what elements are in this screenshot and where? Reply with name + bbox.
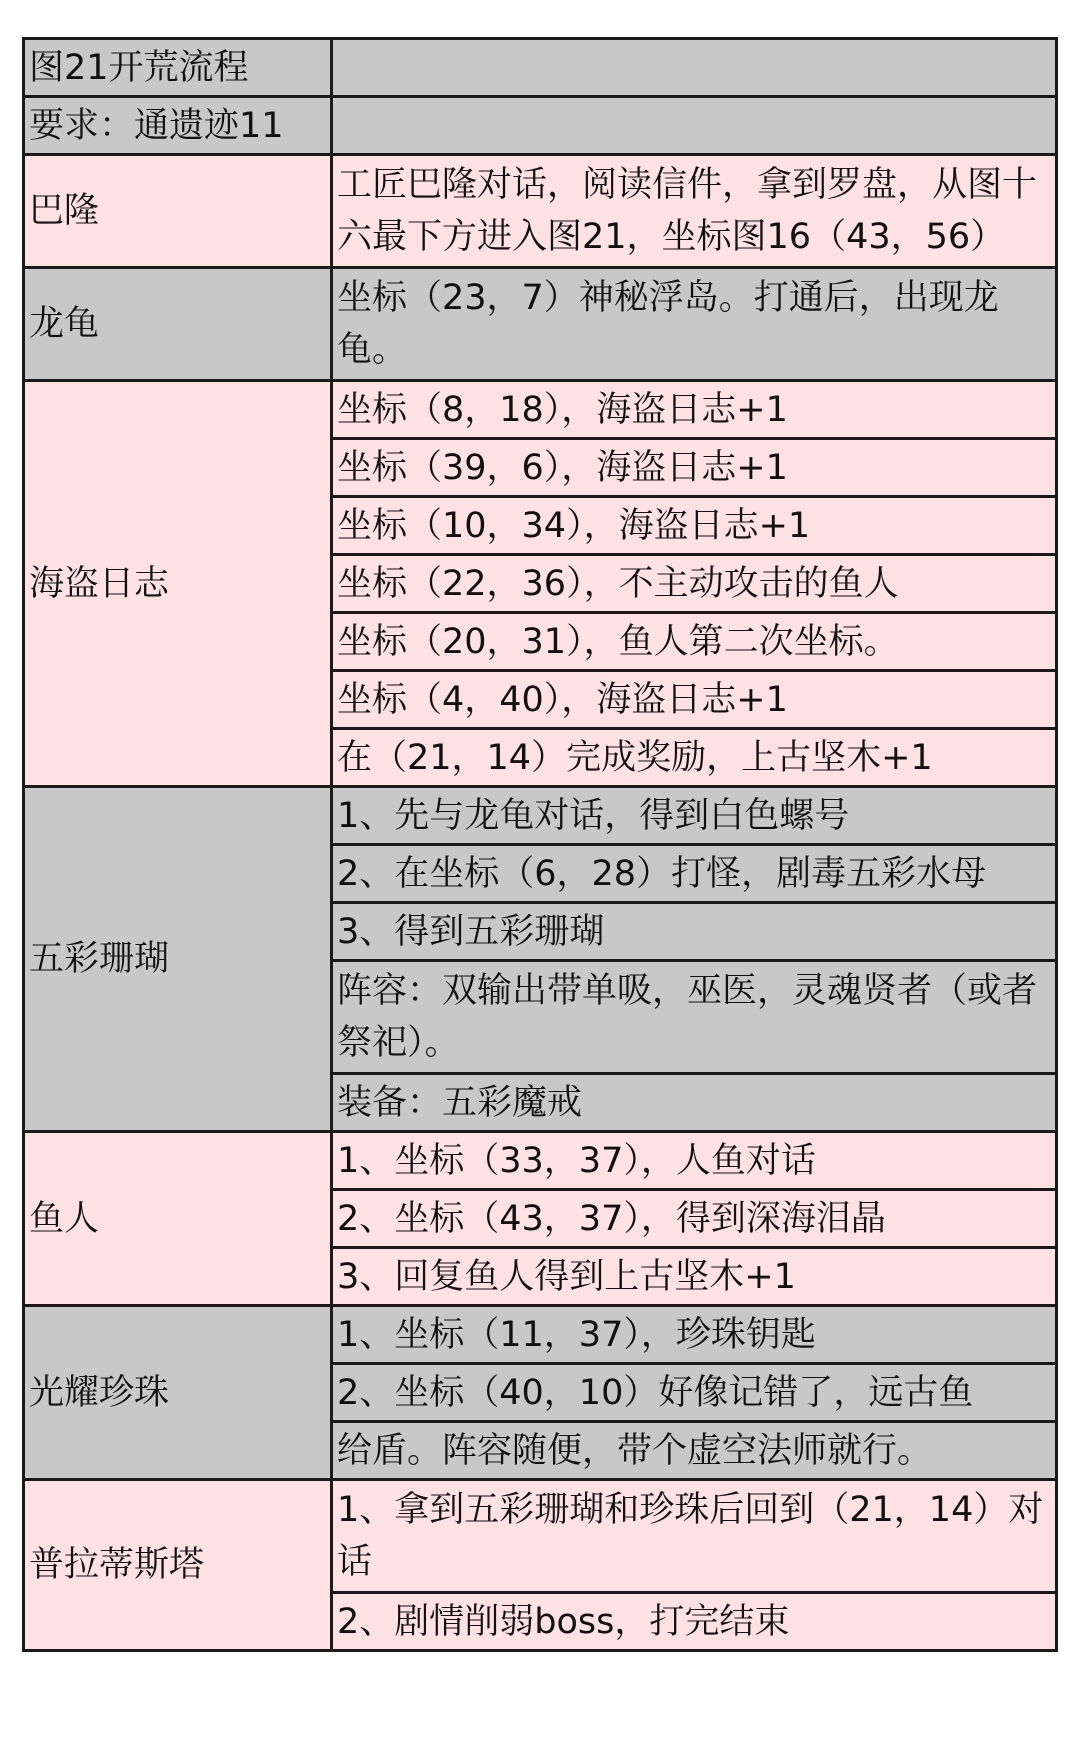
step-cell: 坐标（20，31），鱼人第二次坐标。	[332, 613, 1057, 671]
table-row	[24, 39, 1057, 97]
step-cell: 给盾。阵容随便，带个虚空法师就行。	[332, 1422, 1057, 1480]
step-cell: 1、坐标（33，37），人鱼对话	[332, 1132, 1057, 1190]
walkthrough-table	[22, 37, 1058, 1652]
step-cell: 坐标（10，34），海盗日志+1	[332, 497, 1057, 555]
step-cell: 3、回复鱼人得到上古坚木+1	[332, 1248, 1057, 1306]
section-title-cell: 巴隆	[24, 155, 332, 268]
step-cell	[332, 39, 1057, 97]
table-row	[24, 787, 1057, 845]
step-cell: 在（21，14）完成奖励，上古坚木+1	[332, 729, 1057, 787]
step-cell: 坐标（22，36），不主动攻击的鱼人	[332, 555, 1057, 613]
table-row	[24, 1306, 1057, 1364]
section-title-cell: 光耀珍珠	[24, 1306, 332, 1480]
section-title-cell: 海盗日志	[24, 381, 332, 787]
table-row	[24, 268, 1057, 381]
section-title-cell: 五彩珊瑚	[24, 787, 332, 1132]
section-title-cell: 要求：通遗迹11	[24, 97, 332, 155]
step-cell: 3、得到五彩珊瑚	[332, 903, 1057, 961]
table-row	[24, 381, 1057, 439]
step-cell: 2、坐标（43，37），得到深海泪晶	[332, 1190, 1057, 1248]
walkthrough-table-body	[24, 39, 1057, 1651]
step-cell: 工匠巴隆对话，阅读信件，拿到罗盘，从图十六最下方进入图21，坐标图16（43，56）	[332, 155, 1057, 268]
table-row	[24, 155, 1057, 268]
step-cell: 1、拿到五彩珊瑚和珍珠后回到（21，14）对话	[332, 1480, 1057, 1593]
step-cell: 2、坐标（40，10）好像记错了，远古鱼	[332, 1364, 1057, 1422]
step-cell	[332, 97, 1057, 155]
table-row	[24, 1132, 1057, 1190]
step-cell: 阵容：双输出带单吸，巫医，灵魂贤者（或者祭祀）。	[332, 961, 1057, 1074]
step-cell: 装备：五彩魔戒	[332, 1074, 1057, 1132]
table-row	[24, 97, 1057, 155]
step-cell: 2、剧情削弱boss，打完结束	[332, 1593, 1057, 1651]
section-title-cell: 鱼人	[24, 1132, 332, 1306]
step-cell: 坐标（39，6），海盗日志+1	[332, 439, 1057, 497]
section-title-cell: 普拉蒂斯塔	[24, 1480, 332, 1651]
step-cell: 1、先与龙龟对话，得到白色螺号	[332, 787, 1057, 845]
step-cell: 坐标（4，40），海盗日志+1	[332, 671, 1057, 729]
section-title-cell: 龙龟	[24, 268, 332, 381]
table-row	[24, 1480, 1057, 1593]
step-cell: 2、在坐标（6，28）打怪，剧毒五彩水母	[332, 845, 1057, 903]
step-cell: 1、坐标（11，37），珍珠钥匙	[332, 1306, 1057, 1364]
step-cell: 坐标（23，7）神秘浮岛。打通后，出现龙龟。	[332, 268, 1057, 381]
step-cell: 坐标（8，18），海盗日志+1	[332, 381, 1057, 439]
section-title-cell: 图21开荒流程	[24, 39, 332, 97]
